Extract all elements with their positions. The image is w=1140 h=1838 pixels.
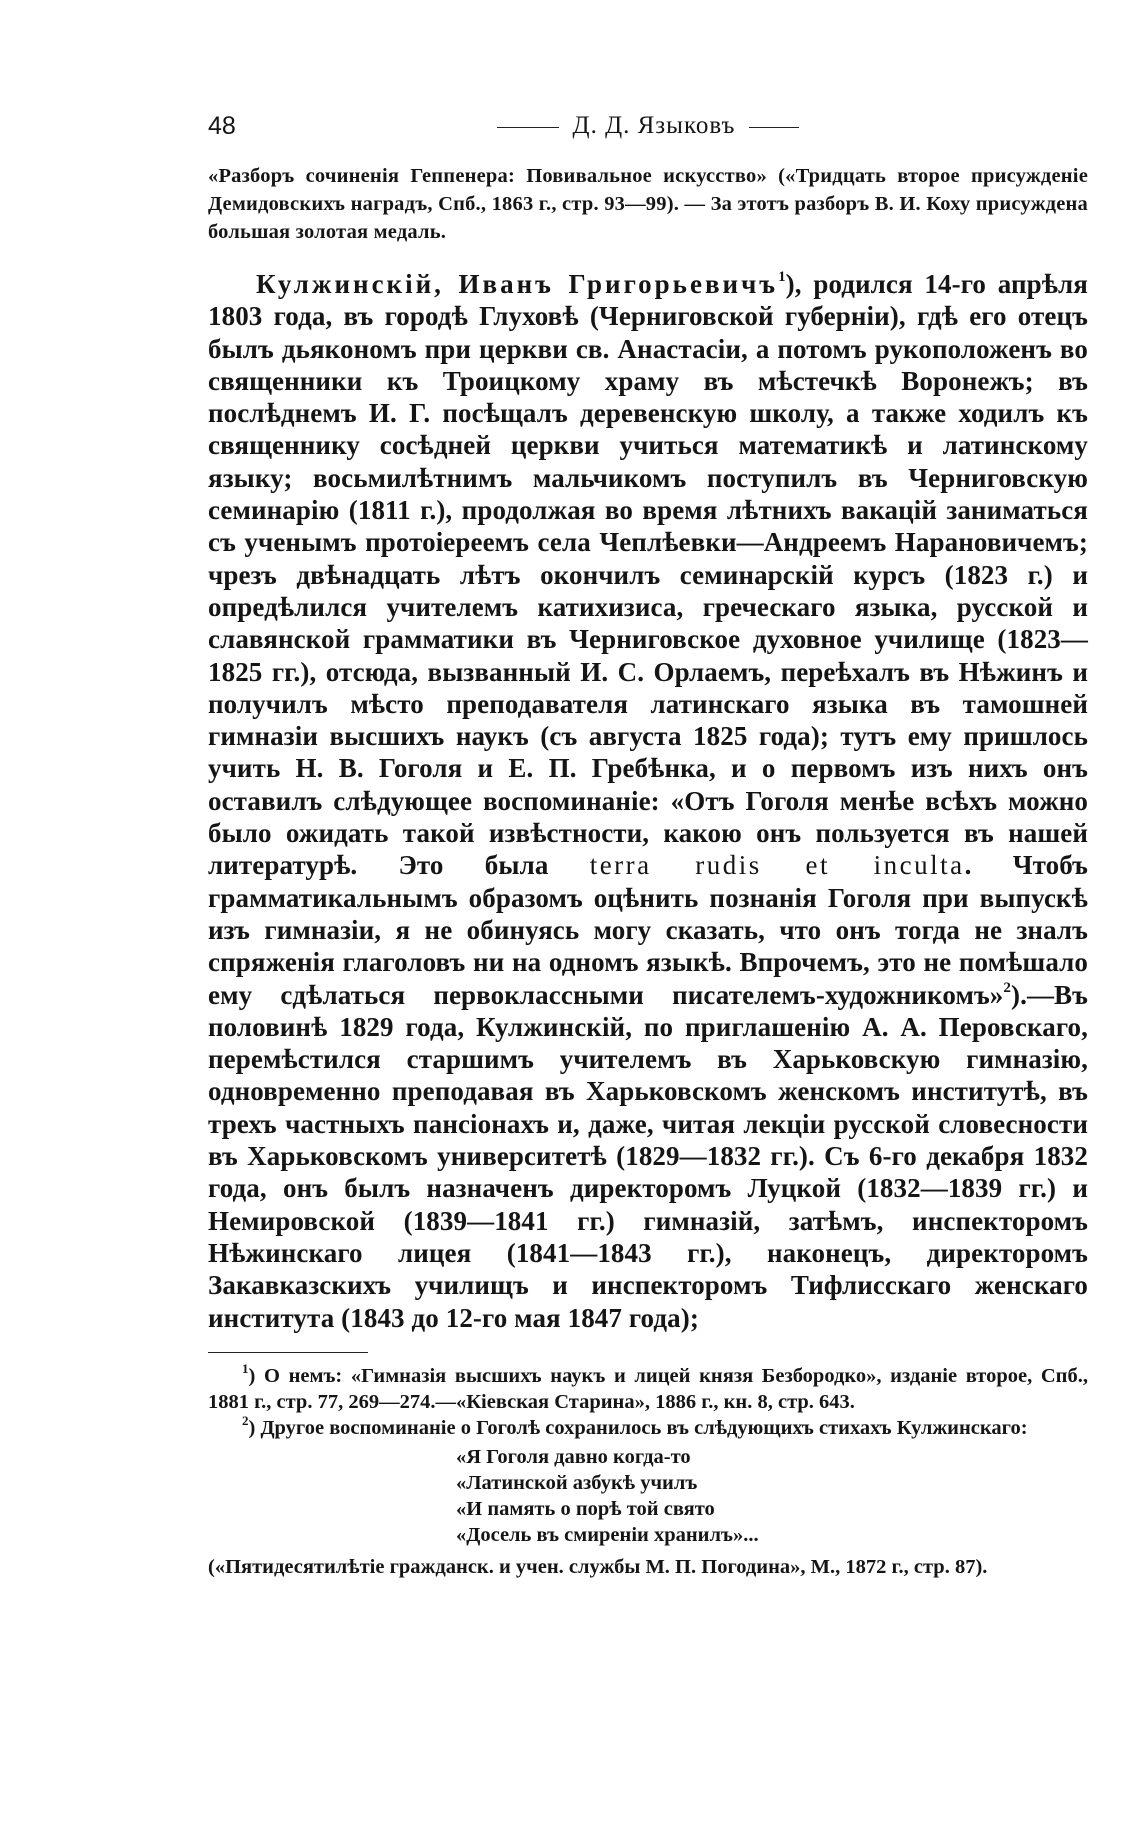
footnote-1-text: ) О немъ: «Гимназія высшихъ наукъ и лицей князя Безбородко», изданіе второе, Спб., 1881 г., стр. 77, 269—274.—«Кіевская Старина», 1886 г., кн. 8, стр. 643. [208,1365,1088,1413]
running-title: Д. Д. Языковъ [572,112,736,139]
poem-line: «Досель въ смиреніи хранилъ»... [456,1523,759,1546]
footnote-1 [208,1360,1088,1416]
header-rule-right [749,127,799,128]
article-body [208,268,1088,1334]
footnote-1-marker: 1 [242,1360,249,1376]
page-number: 48 [208,112,236,140]
poem-line: «Латинской азбукѣ училъ [456,1472,698,1495]
article-text-part-2: . Чтобъ грамматикальнымъ образомъ оцѣнить познанія Гоголя при выпускѣ изъ гимназіи, я не обинуясь могу сказать, что онъ тогда не зналъ спряженія глаголовъ ни на одномъ языкѣ. Впрочемъ, это не помѣшало ему сдѣлаться первоклассными писателемъ-художникомъ» [208,850,1088,1010]
poem-line: «Я Гоголя давно когда-то [456,1446,691,1469]
header-rule-left [497,127,559,128]
footnote-separator [208,1352,368,1353]
footnote-2-text: ) Другое воспоминаніе о Гоголѣ сохранилось въ слѣдующихъ стихахъ Кулжинскаго: [248,1416,1028,1439]
footnotes [208,1360,1088,1580]
article-text-part-3: ).—Въ половинѣ 1829 года, Кулжинскій, по приглашенію А. А. Перовскаго, перемѣстился старшимъ учителемъ въ Харьковскую гимназію, одновременно преподавая въ Харьковскомъ женскомъ институтѣ, въ трехъ частныхъ пансіонахъ и, даже, читая лекціи русской словесности въ Харьковскомъ университетѣ (1829—1832 гг.). Съ 6-го декабря 1832 года, онъ былъ назначенъ директоромъ Луцкой (1832—1839 гг.) и Немировской (1839—1841 гг.) гимназій, затѣмъ, инспекторомъ Нѣжинскаго лицея (1841—1843 гг.), наконецъ, директоромъ Закавказскихъ училищъ и инспекторомъ Тифлисскаго женскаго института (1843 до 12-го мая 1847 года); [208,979,1088,1333]
poem-quote [208,1445,1088,1548]
footnote-2 [208,1412,1088,1442]
previous-entry-continuation: «Разборъ сочиненія Геппенера: Повивальное искусство» («Тридцать второе присужденіе Демидовскихъ наградъ, Спб., 1863 г., стр. 93—99). — За этотъ разборъ В. И. Коху присуждена большая золотая медаль. [208,165,1088,243]
footnote-ref-2: 2 [1003,979,1011,996]
poem-source: («Пятидесятилѣтіе гражданск. и учен. службы М. П. Погодина», М., 1872 г., стр. 87). [208,1555,988,1578]
latin-phrase: terra rudis et inculta [589,850,965,881]
article-subject-name: Кулжинскій, Иванъ Григорьевичъ [256,269,779,299]
article-text-part-1: ), родился 14-го апрѣля 1803 года, въ городѣ Глуховѣ (Черниговской губерніи), гдѣ его отецъ былъ дьякономъ при церкви св. Анастасіи, а потомъ рукоположенъ во священники къ Троицкому храму въ мѣстечкѣ Воронежъ; въ послѣднемъ И. Г. посѣщалъ деревенскую школу, а также ходилъ къ священнику сосѣдней церкви учиться математикѣ и латинскому языку; восьмилѣтнимъ мальчикомъ поступилъ въ Черниговскую семинарію (1811 г.), продолжая во время лѣтнихъ вакацій заниматься съ ученымъ протоіереемъ села Чеплѣевки—Андреемъ Нарановичемъ; чрезъ двѣнадцать лѣтъ окончилъ семинарскій курсъ (1823 г.) и опредѣлился учителемъ катихизиса, греческаго языка, русской и славянской грамматики въ Черниговское духовное училище (1823—1825 гг.), отсюда, вызванный И. С. Орлаемъ, переѣхалъ въ Нѣжинъ и получилъ мѣсто преподавателя латинскаго языка въ тамошней гимназіи высшихъ наукъ (съ августа 1825 года); тутъ ему пришлось учить Н. В. Гоголя и Е. П. Гребѣнка, и о первомъ изъ нихъ онъ оставилъ слѣдующее воспоминаніе: «Отъ Гоголя менѣе всѣхъ можно было ожидать такой извѣстности, какою онъ пользуется въ нашей литературѣ. Это была [208,269,1088,881]
running-title-wrap [208,112,1088,140]
footnote-ref-1: 1 [778,269,786,285]
poem-line: «И память о порѣ той свято [456,1497,715,1520]
running-header [208,112,1088,152]
footnote-2-marker: 2 [242,1412,249,1428]
